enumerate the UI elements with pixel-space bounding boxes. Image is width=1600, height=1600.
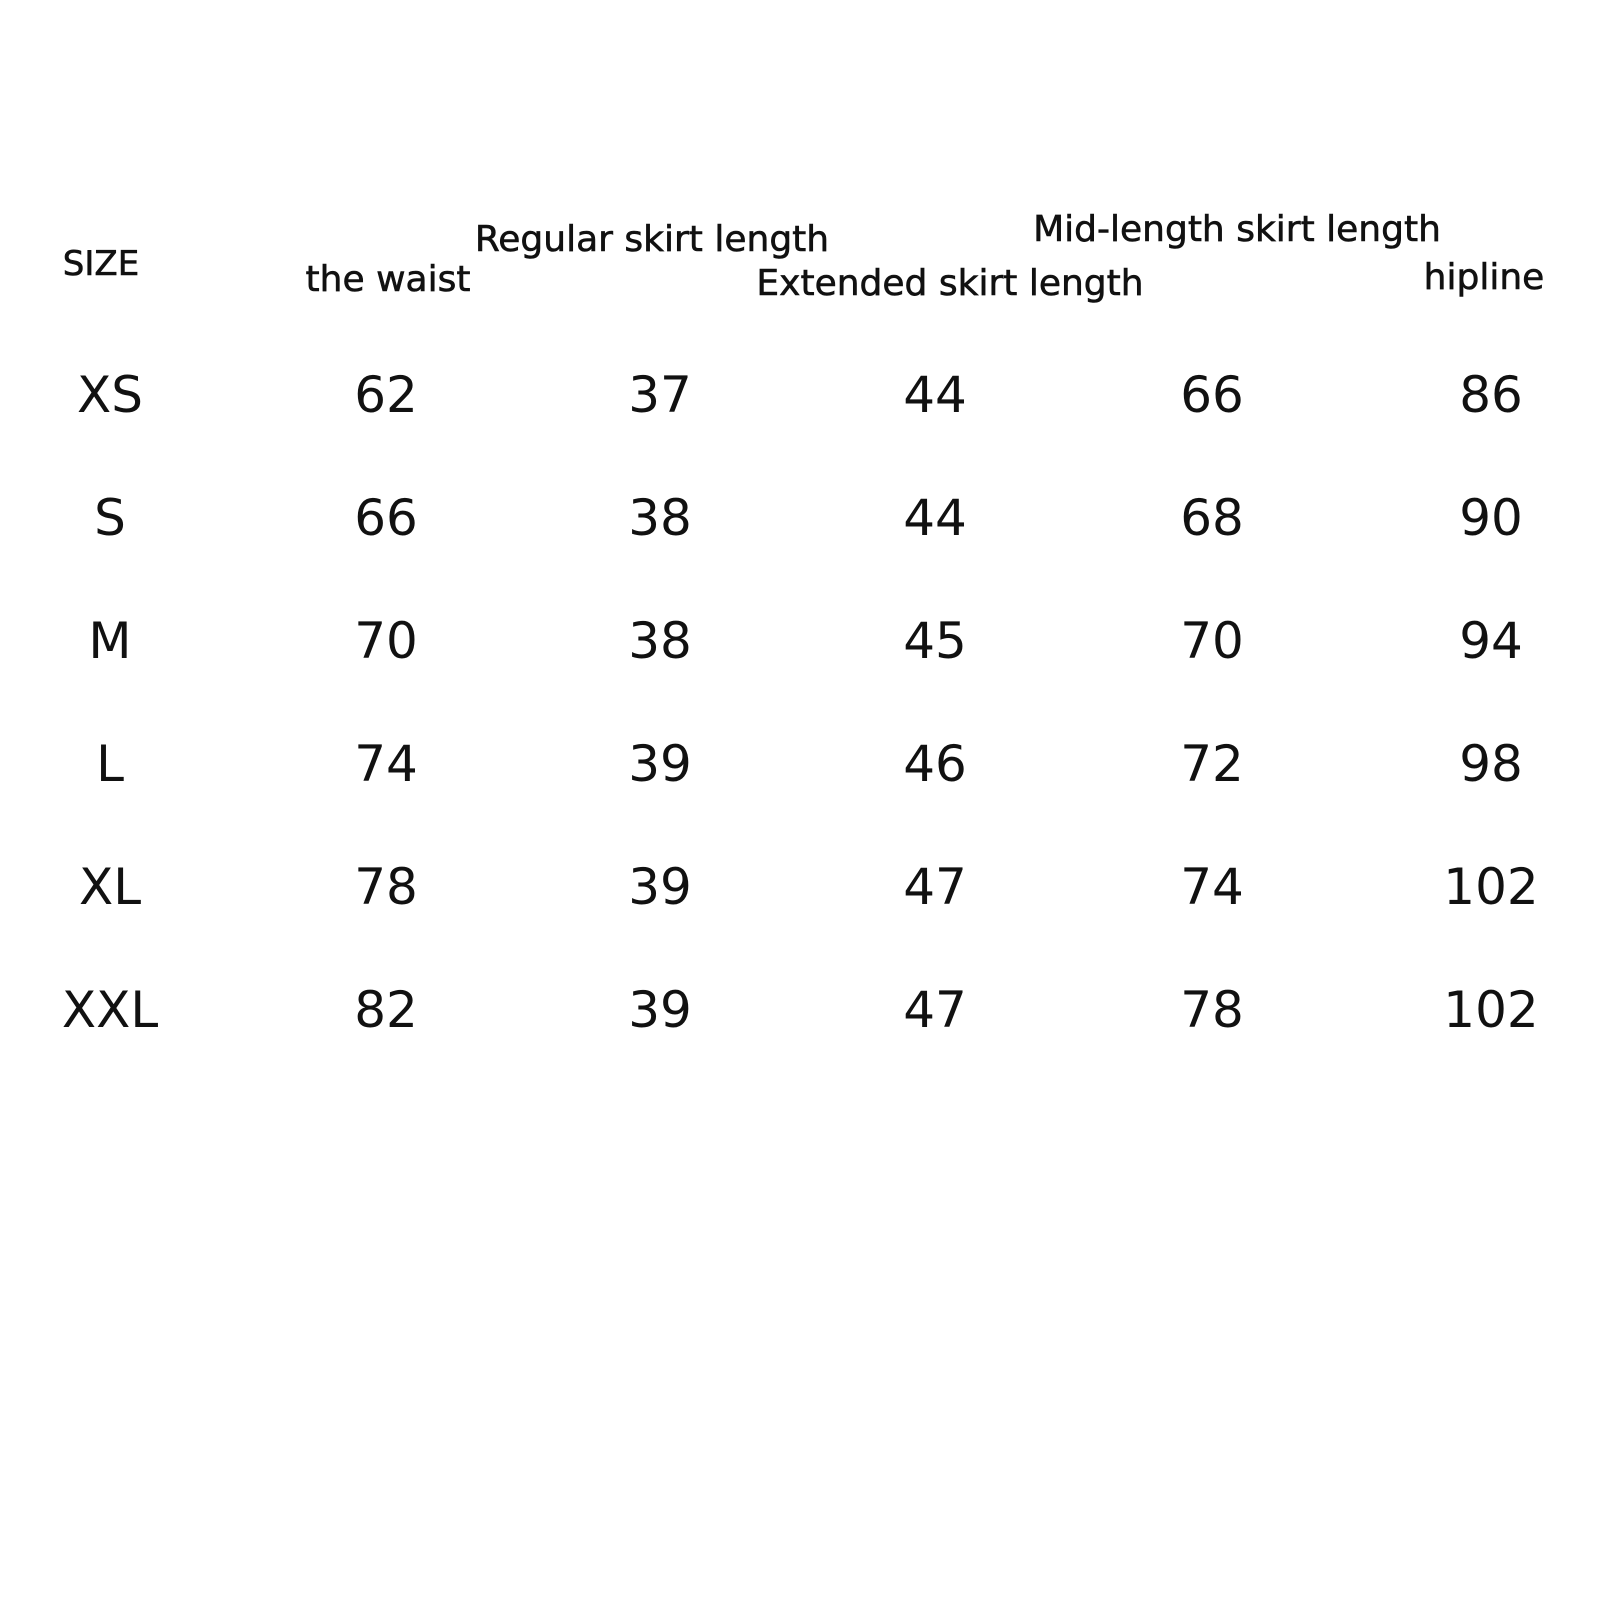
cell-size: S: [94, 489, 126, 547]
cell-mid: 78: [1180, 981, 1244, 1039]
cell-waist: 74: [354, 735, 418, 793]
header-size: SIZE: [62, 244, 140, 284]
cell-size: XL: [78, 858, 142, 916]
cell-regular: 38: [628, 489, 692, 547]
cell-extended: 45: [903, 612, 967, 670]
cell-extended: 44: [903, 366, 967, 424]
cell-regular: 39: [628, 981, 692, 1039]
header-hipline: hipline: [1423, 257, 1545, 298]
cell-hipline: 94: [1459, 612, 1523, 670]
cell-extended: 46: [903, 735, 967, 793]
cell-size: XXL: [61, 981, 159, 1039]
cell-regular: 37: [628, 366, 692, 424]
cell-hipline: 98: [1459, 735, 1523, 793]
cell-waist: 70: [354, 612, 418, 670]
header-regular-skirt-length: Regular skirt length: [474, 219, 830, 260]
header-mid-length-skirt-length: Mid-length skirt length: [1033, 209, 1441, 250]
cell-hipline: 86: [1459, 366, 1523, 424]
cell-mid: 70: [1180, 612, 1244, 670]
cell-regular: 38: [628, 612, 692, 670]
cell-extended: 47: [903, 981, 967, 1039]
header-extended-skirt-length: Extended skirt length: [756, 263, 1144, 304]
cell-size: L: [96, 735, 124, 793]
cell-mid: 66: [1180, 366, 1244, 424]
cell-size: XS: [77, 366, 143, 424]
cell-size: M: [88, 612, 132, 670]
cell-extended: 47: [903, 858, 967, 916]
cell-mid: 72: [1180, 735, 1244, 793]
header-waist: the waist: [305, 259, 471, 300]
cell-mid: 68: [1180, 489, 1244, 547]
cell-hipline: 102: [1443, 858, 1539, 916]
cell-waist: 62: [354, 366, 418, 424]
cell-regular: 39: [628, 735, 692, 793]
cell-waist: 66: [354, 489, 418, 547]
cell-mid: 74: [1180, 858, 1244, 916]
cell-waist: 78: [354, 858, 418, 916]
cell-extended: 44: [903, 489, 967, 547]
cell-waist: 82: [354, 981, 418, 1039]
cell-regular: 39: [628, 858, 692, 916]
cell-hipline: 102: [1443, 981, 1539, 1039]
cell-hipline: 90: [1459, 489, 1523, 547]
